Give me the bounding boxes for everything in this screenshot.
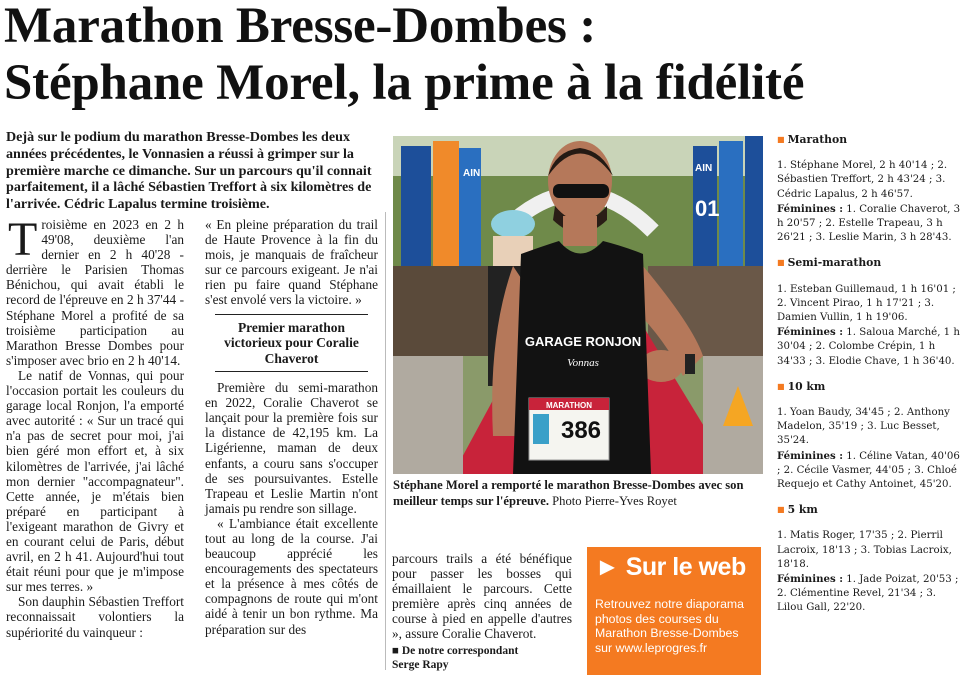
- women-results: 1. Céline Vatan, 40'06 ; 2. Cécile Vasmer, 44'05 ; 3. Chloé Requejo et Cathy Antoinet, 45'20.: [777, 450, 960, 491]
- article-column-1: [6, 213, 184, 640]
- women-results: 1. Jade Poizat, 20'53 ; 2. Clémentine Revel, 21'34 ; 3. Lilou Gall, 22'20.: [777, 574, 959, 614]
- headline-line-2: Stéphane Morel, la prime à la fidélité: [4, 55, 805, 111]
- byline-author: Serge Rapy: [392, 658, 449, 671]
- results-semi-men: 1. Esteban Guillemaud, 1 h 16'01 ; 2. Vincent Pirao, 1 h 17'21 ; 3. Damien Vullin, 1 h 19'06.: [777, 283, 956, 324]
- web-promo-box[interactable]: [587, 547, 761, 675]
- results-10km-title: ■ 10 km: [777, 379, 963, 394]
- results-5km-men: 1. Matis Roger, 17'35 ; 2. Pierril Lacroix, 18'13 ; 3. Tobias Lacroix, 18'18.: [777, 530, 952, 570]
- article-paragraph-6: « L'ambiance était excellente tout au long de la course. J'ai beaucoup apprécié les encouragements des spectateurs et la présence à mes côtés de compagnons de route qui m'ont aidé à tenir un bon rythme. Ma préparation sur des: [205, 515, 378, 637]
- shirt-text-line-2: Vonnas: [567, 357, 599, 369]
- article-paragraph-7: parcours trails a été bénéfique pour passer les bosses qui émaillaient le parcours. Cette première après cinq années de course à pied en appelle d'autres », assure Coralie Chaverot.: [392, 551, 572, 642]
- article-column-3: [392, 551, 572, 672]
- results-10km-men: 1. Yoan Baudy, 34'45 ; 2. Anthony Madelon, 35'19 ; 3. Luc Besset, 35'24.: [777, 407, 950, 447]
- women-results: 1. Saloua Marché, 1 h 30'04 ; 2. Colombe Crépin, 1 h 34'33 ; 3. Elodie Chave, 1 h 36'40.: [777, 327, 960, 367]
- women-label: Féminines :: [777, 573, 844, 586]
- results-marathon-women: [777, 202, 963, 246]
- results-5km: [777, 502, 963, 615]
- article-paragraph-1: [6, 213, 184, 368]
- drop-cap: T: [8, 213, 38, 266]
- paragraph-1-text: roisième en 2023 en 2 h 49'08, deuxième l'an dernier en 2 h 40'28 - derrière le Parisien Thomas Bénichou, qui avait établi le record de l'épreuve en 2 h 37'44 - Stéphane Morel a profité de sa troisième participation au Marathon Bresse Dombes pour s'imposer avec brio en 2 h 40'14.: [6, 217, 184, 368]
- women-label: Féminines :: [777, 449, 844, 462]
- results-semi: [777, 255, 963, 368]
- banner-number: 01: [695, 196, 720, 221]
- results-semi-women: [777, 325, 963, 369]
- byline-correspondent: ■ De notre correspondant: [392, 644, 519, 657]
- article-intro: Dejà sur le podium du marathon Bresse-Dombes les deux années précédentes, le Vonnasien a réussi à grimper sur la première marche ce dimanche. Sur un parcours qu'il connait parfaitement, il a lâché Sébastien Treffort à six kilomètres de l'arrivée. Cédric Lapalus termine troisième.: [6, 129, 372, 213]
- results-10km-women: [777, 449, 963, 493]
- results-marathon-title: ■ Marathon: [777, 132, 963, 147]
- women-results: 1. Coralie Chaverot, 3 h 20'57 ; 2. Estelle Trapeau, 3 h 26'21 ; 3. Leslie Marin, 3 h 28'43.: [777, 203, 961, 244]
- women-label: Féminines :: [777, 202, 844, 215]
- results-5km-women: [777, 572, 963, 616]
- results-10km: [777, 379, 963, 492]
- article-paragraph-4: « En pleine préparation du trail de Haute Provence à la fin du mois, je manquais de fraîcheur sur ce parcours exigeant. Je n'ai rien pu faire quand Stéphane s'est envolé vers la victoire. »: [205, 217, 378, 308]
- results-marathon: [777, 132, 963, 245]
- headline-line-1: Marathon Bresse-Dombes :: [4, 0, 597, 54]
- column-divider: [385, 212, 386, 670]
- results-semi-title: ■ Semi-marathon: [777, 255, 963, 270]
- results-sidebar: [777, 132, 963, 626]
- results-5km-title: ■ 5 km: [777, 502, 963, 517]
- photo-credit: Photo Pierre-Yves Royet: [549, 493, 677, 508]
- race-photo: [393, 136, 763, 474]
- results-marathon-men: 1. Stéphane Morel, 2 h 40'14 ; 2. Sébastien Treffort, 2 h 43'24 ; 3. Cédric Lapalus, 2 h 46'57.: [777, 160, 948, 200]
- web-promo-text[interactable]: Retrouvez notre diaporama photos des courses du Marathon Bresse-Dombes sur www.leprogres.fr: [595, 597, 745, 655]
- article-paragraph-5: Première du semi-marathon en 2022, Coralie Chaverot se lançait pour la première fois sur la distance de 42,195 km. La Ligérienne, maman de deux enfants, a couru sans s'occuper de ses poursuivantes. Estelle Trapeau et Leslie Martin n'ont jamais pu rendre son sillage.: [205, 380, 378, 516]
- caption-text: Stéphane Morel a remporté le marathon Bresse-Dombes avec son meilleur temps sur l'épreuve.: [393, 478, 744, 508]
- article-subhead: Premier marathon victorieux pour Coralie Chaverot: [215, 314, 368, 373]
- women-label: Féminines :: [777, 326, 844, 339]
- photo-caption: [393, 478, 765, 509]
- article-paragraph-2: Le natif de Vonnas, qui pour l'occasion portait les couleurs du garage local Ronjon, l'a emporté avec autorité : « Sur un tracé qui n'a pas de secret pour moi, j'ai bien géré mon effort et, à six kilomètres de l'arrivée, j'ai lâché mon dernier "accompagnateur". Cette année, je m'étais bien préparé en participant à l'exigeant marathon de Givry et en courant celui de Paris, début avril, en 2 h 41. Aujourd'hui tout était réuni pour que je m'impose sur mes terres. »: [6, 367, 184, 595]
- shirt-text-line-1: GARAGE RONJON: [524, 334, 642, 349]
- bib-number: 386: [560, 417, 602, 444]
- web-promo-title: ► Sur le web: [595, 553, 746, 581]
- bib-event: MARATHON: [545, 401, 593, 410]
- banner-right-text: AIN: [695, 163, 713, 174]
- article-column-2: [205, 217, 378, 637]
- article-paragraph-3: Son dauphin Sébastien Treffort reconnaissait volontiers la supériorité du vainqueur :: [6, 594, 184, 640]
- banner-left-text: AIN: [463, 168, 481, 179]
